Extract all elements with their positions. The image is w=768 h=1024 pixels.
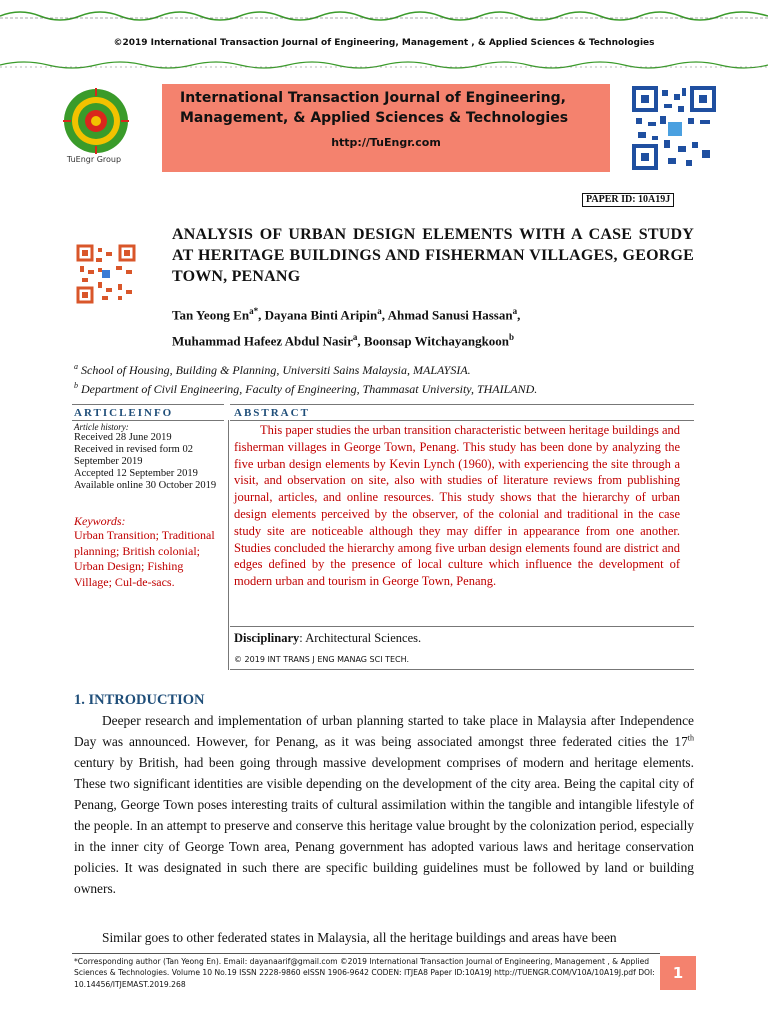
author-name: Dayana Binti Aripin: [264, 307, 378, 323]
logo-caption: TuEngr Group: [66, 155, 122, 164]
history-label: Article history:: [74, 422, 129, 432]
affiliation-mark: a: [74, 362, 78, 371]
tuengr-logo: [50, 84, 162, 172]
paper-id-box: PAPER ID: 10A19J: [582, 193, 674, 207]
history-item: Available online 30 October 2019: [74, 480, 217, 491]
affiliation-item: [74, 359, 714, 378]
disciplinary-line: [234, 631, 421, 646]
divider: [228, 420, 229, 670]
footnote-divider: [72, 953, 660, 954]
author-name: Tan Yeong En: [172, 307, 250, 323]
qr-code-icon: [76, 244, 136, 304]
affiliation-text: School of Housing, Building & Planning, Universiti Sains Malaysia, MALAYSIA.: [78, 363, 471, 377]
journal-url-link[interactable]: http://TuEngr.com: [331, 136, 441, 149]
header-copyright: ©2019 International Transaction Journal of Engineering, Management , & Applied Sciences & Technologies: [113, 38, 655, 48]
abstract-body: [234, 422, 680, 590]
second-decorative-border: [0, 56, 768, 74]
tuengr-logo-icon: [54, 86, 138, 156]
abstract-copyright: © 2019 INT TRANS J ENG MANAG SCI TECH.: [234, 655, 410, 664]
author-list: [172, 300, 692, 353]
author-affiliation-mark: a: [377, 306, 382, 316]
journal-name-line2: Management, & Applied Sciences & Technologies: [180, 110, 569, 126]
divider: [72, 404, 224, 405]
author-separator: ,: [517, 307, 521, 323]
paragraph: [74, 710, 694, 899]
page-number: 1: [660, 956, 696, 990]
history-item: Received 28 June 2019: [74, 432, 172, 443]
journal-banner: [50, 84, 722, 172]
decorative-pattern-icon: [0, 6, 768, 24]
affiliation-mark: b: [74, 381, 78, 390]
banner-title-area: [162, 84, 610, 172]
top-decorative-border: [0, 6, 768, 24]
author-affiliation-mark: a: [512, 306, 518, 316]
divider: [72, 420, 224, 421]
decorative-pattern-icon: [0, 56, 768, 74]
author-name: Ahmad Sanusi Hassan: [387, 307, 513, 323]
abstract-heading: ABSTRACT: [234, 407, 310, 419]
article-history: [74, 432, 220, 492]
author-separator: ,: [258, 307, 265, 323]
abstract-text: This paper studies the urban transition characteristic between heritage buildings and fisherman villages in George Town, Penang. This study has been done by analyzing the five urban design elements by Kevin Lynch (1960), with experiencing the site through a visit, and observation on site, also with studies of literature reviews from publishing journal, articles, and online resources. This study shows that the hierarchy of urban design elements perceived by the observer, of the colonial and traditional in the case study site are noticeable although they may differ in appearance from one another. Studies concluded the hierarchy among five urban design elements found are district and edges defined by the presence of local culture which influence the development of modern urban and tourism in George Town, Penang.: [234, 423, 681, 589]
banner-qr-code: [630, 84, 722, 172]
history-item: Accepted 12 September 2019: [74, 468, 198, 479]
author-affiliation-mark: a*: [249, 306, 259, 316]
author-name: Muhammad Hafeez Abdul Nasir: [172, 333, 353, 349]
affiliation-text: Department of Civil Engineering, Faculty of Engineering, Thammasat University, THAILAND.: [78, 382, 538, 396]
journal-name-line1: International Transaction Journal of Engineering,: [180, 90, 566, 106]
keywords-list: Urban Transition; Traditional planning; British colonial; Urban Design; Fishing Village; Cul-de-sacs.: [74, 528, 215, 589]
paragraph-text: century by British, had been going through massive development comprises of modern and heritage elements. These two significant identities are visible depending on the development of the city area. Being the capital city of Penang, George Town poses interesting traits of cultural assimilation within the tangible and intangible lifestyle of the people. In an attempt to preserve and conserve this heritage value brought by the colonization period, especially in the inner city of George Town area, Penang government has adopted various laws and heritage conservation policies. It was designated in such there are specific building guidelines must be followed by land or building owners.: [74, 755, 694, 896]
ordinal-suffix: th: [687, 733, 694, 743]
author-separator: ,: [381, 307, 388, 323]
paragraph-text: Deeper research and implementation of urban planning started to take place in Malaysia after Independence Day was announced. However, for Penang, as it was being associated amongst three federated cities the 17: [74, 713, 694, 749]
affiliation-item: [74, 378, 714, 397]
affiliations: [74, 359, 714, 397]
paper-title: ANALYSIS OF URBAN DESIGN ELEMENTS WITH A CASE STUDY AT HERITAGE BUILDINGS AND FISHERMAN VILLAGES, GEORGE TOWN, PENANG: [172, 226, 694, 285]
author-affiliation-mark: b: [509, 332, 515, 343]
paragraph-text: Similar goes to other federated states in Malaysia, all the heritage buildings and areas have been: [102, 930, 617, 945]
introduction-paragraph-2: [74, 927, 694, 948]
divider: [230, 626, 694, 627]
keywords-label: Keywords:: [74, 514, 126, 528]
divider: [230, 420, 694, 421]
section-heading-introduction: 1. INTRODUCTION: [74, 692, 205, 708]
article-info-heading: ARTICLEINFO: [74, 407, 174, 419]
introduction-paragraph-1: [74, 710, 694, 899]
divider: [230, 669, 694, 670]
disciplinary-value: : Architectural Sciences.: [299, 631, 422, 645]
disciplinary-label: Disciplinary: [234, 631, 300, 645]
corresponding-author-footnote: *Corresponding author (Tan Yeong En). Email: dayanaarif@gmail.com ©2019 International Transaction Journal of Engineering, Management , & Applied Sciences & Technologies. Volume 10 No.19 ISSN 2228-9860 eISSN 1906-9642 CODEN: ITJEA8 Paper ID:10A19J http://TUENGR.COM/V10A/10A19J.pdf DOI: 10.14456/ITJEMAST.2019.268: [74, 957, 655, 989]
author-separator: ,: [357, 333, 364, 349]
qr-code-icon: [630, 84, 718, 172]
history-item: Received in revised form 02 September 2019: [74, 444, 193, 467]
article-qr-code: [76, 244, 136, 304]
author-name: Boonsap Witchayangkoon: [363, 333, 510, 349]
author-affiliation-mark: a: [352, 332, 358, 343]
divider: [230, 404, 694, 405]
